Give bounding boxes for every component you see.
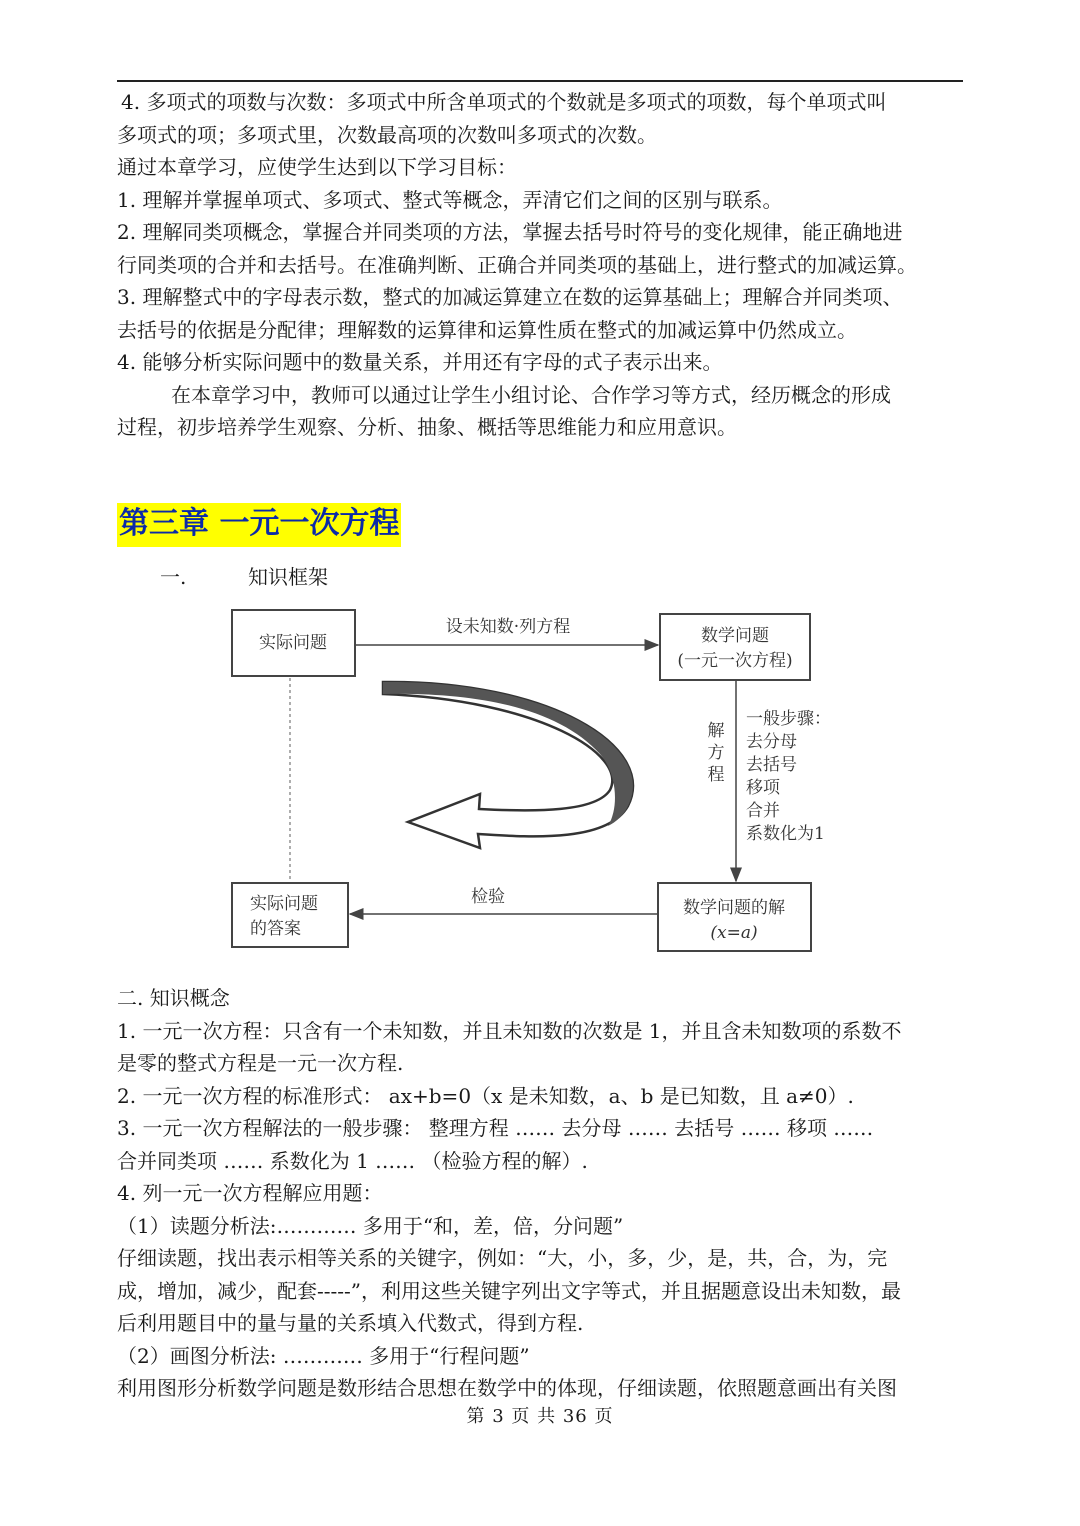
- solve-label-char: 解: [707, 721, 725, 741]
- box-real-answer-line1: 实际问题: [250, 894, 318, 914]
- text-line: 仔细读题，找出表示相等关系的关键字，例如：“大，小，多，少，是，共，合，为，完: [117, 1246, 888, 1270]
- text-line: 3. 理解整式中的字母表示数，整式的加减运算建立在数的运算基础上；理解合并同类项、: [117, 285, 903, 309]
- text-line: 通过本章学习，应使学生达到以下学习目标：: [117, 155, 517, 179]
- solve-label-char: 方: [707, 743, 725, 763]
- text-line: 利用图形分析数学问题是数形结合思想在数学中的体现，仔细读题，依照题意画出有关图: [117, 1376, 897, 1400]
- text-line: （1）读题分析法:………… 多用于“和，差，倍，分问题”: [117, 1213, 624, 1238]
- arrow-set-unknown-label: 设未知数·列方程: [445, 617, 571, 637]
- text-line: 多项式的项；多项式里，次数最高项的次数叫多项式的次数。: [117, 122, 657, 147]
- step-item: 一般步骤：: [746, 709, 831, 729]
- text-line: 2. 理解同类项概念，掌握合并同类项的方法，掌握去括号时符号的变化规律，能正确地进: [117, 220, 903, 244]
- top-section: [117, 86, 967, 444]
- text-line: 成，增加，减少，配套-----”，利用这些关键字列出文字等式，并且据题意设出未知数，最: [117, 1278, 902, 1303]
- box-real-problem-label: 实际问题: [259, 633, 327, 653]
- step-item: 系数化为1: [746, 824, 825, 844]
- text-line: 3. 一元一次方程解法的一般步骤： 整理方程 …… 去分母 …… 去括号 …… 移项 ……: [117, 1116, 874, 1140]
- text-line: 行同类项的合并和去括号。在准确判断、正确合并同类项的基础上，进行整式的加减运算。: [117, 252, 917, 277]
- section-title: 知识框架: [248, 565, 328, 589]
- text-line: 4. 多项式的项数与次数：多项式中所含单项式的个数就是多项式的项数，每个单项式叫: [121, 90, 887, 114]
- text-line: 4. 列一元一次方程解应用题：: [117, 1181, 383, 1205]
- solve-label-char: 程: [707, 765, 725, 785]
- box-math-problem-line1: 数学问题: [701, 626, 769, 646]
- text-line: （2）画图分析法: ………… 多用于“行程问题”: [117, 1343, 530, 1368]
- step-item: 移项: [746, 778, 780, 798]
- text-line: 1. 一元一次方程：只含有一个未知数，并且未知数的次数是 1，并且含未知数项的系数不: [117, 1018, 902, 1043]
- box-real-answer-line2: 的答案: [250, 919, 301, 939]
- text-line: 4. 能够分析实际问题中的数量关系，并用还有字母的式子表示出来。: [117, 350, 723, 374]
- arrow-check-label: 检验: [471, 887, 505, 907]
- text-line: 过程，初步培养学生观察、分析、抽象、概括等思维能力和应用意识。: [117, 415, 737, 439]
- section-heading: [160, 562, 328, 592]
- text-line: 2. 一元一次方程的标准形式： ax+b=0（x 是未知数，a、b 是已知数，且 a≠0）.: [117, 1083, 854, 1108]
- box-math-solution-line1: 数学问题的解: [683, 898, 785, 918]
- step-item: 合并: [746, 801, 780, 821]
- text-line: 是零的整式方程是一元一次方程.: [117, 1051, 404, 1075]
- text-line: 1. 理解并掌握单项式、多项式、整式等概念，弄清它们之间的区别与联系。: [117, 187, 783, 212]
- text-line: 去括号的依据是分配律；理解数的运算律和运算性质在整式的加减运算中仍然成立。: [117, 317, 857, 342]
- step-item: 去括号: [746, 755, 797, 775]
- step-item: 去分母: [746, 732, 797, 752]
- chapter-title: 第三章 一元一次方程: [117, 503, 401, 547]
- box-math-solution-line2: (x=a): [710, 923, 758, 943]
- section-number: 一.: [160, 565, 187, 589]
- curved-return-arrow: [383, 682, 633, 848]
- header-rule: [117, 80, 963, 82]
- text-line: 在本章学习中，教师可以通过让学生小组讨论、合作学习等方式，经历概念的形成: [171, 382, 891, 407]
- knowledge-framework-diagram: [218, 596, 858, 980]
- section-knowledge-concepts: [117, 982, 967, 1405]
- text-line: 合并同类项 …… 系数化为 1 …… （检验方程的解）.: [117, 1148, 588, 1173]
- text-line: 二. 知识概念: [117, 986, 230, 1010]
- text-line: 后利用题目中的量与量的关系填入代数式，得到方程.: [117, 1311, 584, 1335]
- box-math-problem-line2: (一元一次方程): [677, 651, 793, 671]
- page-footer: 第 3 页 共 36 页: [466, 1406, 614, 1427]
